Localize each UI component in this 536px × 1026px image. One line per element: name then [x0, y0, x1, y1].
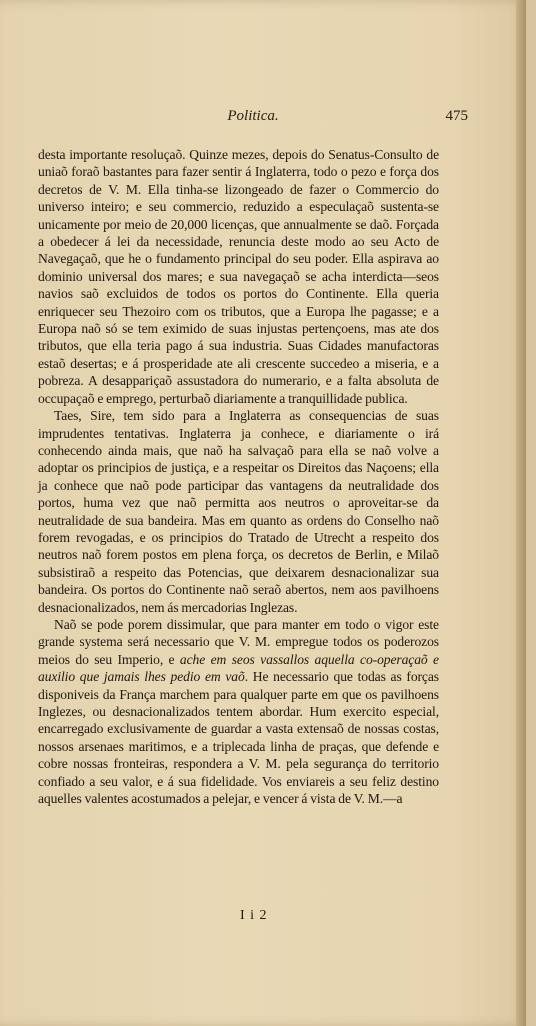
- page-number: 475: [445, 108, 468, 124]
- paragraph-3-text-after: . He necessario que todas as forças disponiveis da França marchem para qualquer parte em que os pavilhoens Inglezes, ou desnacionalizados tentem abordar. Hum exercito especial, encarregado exclusivamente de guardar a vasta extensaõ de nossas costas, nossos arsenaes maritimos, e a triplecada linha de praças, que defende e cobre nossas fronteiras, respondera a V. M. pela segurança do territorio confiado a seu valor, e á sua fidelidade. Vos enviareis a seu feliz destino aquelles valentes acostumados a pelejar, e vencer á vista de V. M.—a: [38, 669, 439, 807]
- page-edge: [516, 0, 526, 1026]
- signature-mark: I i 2: [240, 908, 268, 923]
- paragraph-3-text-before: Naõ se pode porem dissimular, que para manter em todo o vigor este grande systema será necessario que V. M. empregue todos os poderozos meios do seu Imperio, e: [38, 616, 439, 667]
- body-text: [38, 146, 439, 807]
- paragraph-1: desta importante resoluçaõ. Quinze mezes, depois do Senatus-Consulto de uniaõ foraõ bastantes para fazer sentir á Inglaterra, todo o pezo e força dos decretos de V. M. Ella tinha-se lizongeado de fazer o Commercio do universo inteiro; e seu commercio, reduzido a especulaçaõ sustenta-se unicamente por meio de 20,000 licenças, que annualmente se daõ. Forçada a obedecer á lei da necessidade, renuncia deste modo ao seu Acto de Navegaçaõ, que he o fundamento principal do seu poder. Ella aspirava ao dominio universal dos mares; e sua navegaçaõ se acha interdicta—seos navios saõ excluidos de todos os portos do Continente. Ella queria enriquecer seu Thezoiro com os tributos, que a Europa lhe pagasse; e a Europa naõ só se tem eximido de suas injustas pertençoens, mas ate dos tributos, que ella teria pago á sua industria. Suas Cidades manufactoras estaõ desertas; e á prosperidade ate ali crescente succedeo a miseria, e a pobreza. A desappariçaõ assustadora do numerario, e a falta absoluta de occupaçaõ e emprego, perturbaõ diariamente a tranquillidade publica.: [38, 147, 439, 406]
- paragraph-2: Taes, Sire, tem sido para a Inglaterra as consequencias de suas imprudentes tentativas. Inglaterra ja conhece, e diariamente o irá conhecendo ainda mais, que naõ ha salvaçaõ para ella se naõ volve a adoptar os principios de justiça, e a respeitar os Direitos das Naçoens; ella ja conhece que naõ pode participar das vantagens da neutralidade dos portos, huma vez que naõ permitta aos neutros o aproveitar-se da neutralidade de sua bandeira. Mas em quanto as ordens do Conselho naõ forem revogadas, e os principios do Tratado de Utrecht a respeito dos neutros naõ forem postos em plena força, os decretos de Berlin, e Milaõ subsistiraõ a respeito das Potencias, que deixarem desnacionalizar sua bandeira. Os portos do Continente naõ seraõ abertos, nem aos pavilhoens desnacionalizados, nem ás mercadorias Inglezas.: [38, 408, 439, 615]
- running-head: Politica.: [227, 108, 279, 124]
- paragraph-3: [38, 616, 439, 807]
- paragraph-3-italic-text: ache em seos vassallos aquella co-operaçaõ e auxilio que jamais lhes pedio em vaõ: [38, 651, 439, 685]
- page-header: [38, 108, 468, 132]
